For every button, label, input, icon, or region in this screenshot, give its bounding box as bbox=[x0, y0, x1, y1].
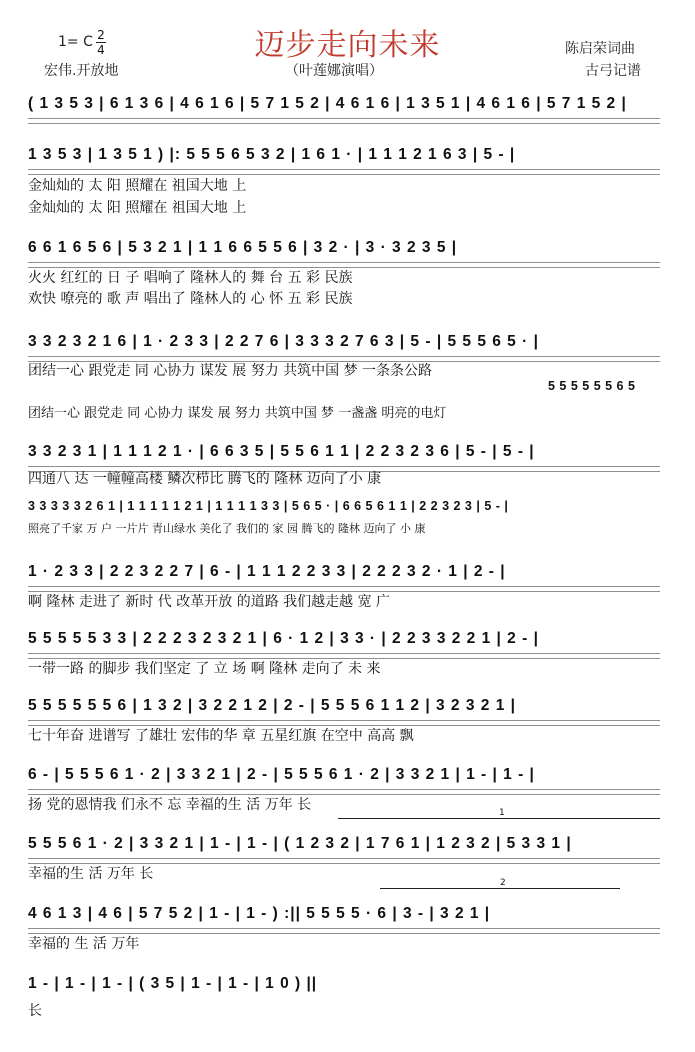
lyric-line: 七十年奋 进谱写 了雄壮 宏伟的华 章 五星红旗 在空中 高高 飘 bbox=[28, 728, 414, 744]
notation-line: 1 - | 1 - | 1 - | ( 3 5 | 1 - | 1 - | 1 0 ) || bbox=[28, 975, 318, 992]
lyric-line: 幸福的生 活 万年 长 bbox=[28, 866, 154, 882]
notation-line: 4 6 1 3 | 4 6 | 5 7 5 2 | 1 - | 1 - ) :|| 5 5 5 5 · 6 | 3 - | 3 2 1 | bbox=[28, 905, 491, 922]
lyric-line: 啊 隆林 走进了 新时 代 改革开放 的道路 我们越走越 宽 广 bbox=[28, 594, 391, 610]
song-title: 迈步走向未来 bbox=[254, 28, 441, 63]
key-signature: 1= C bbox=[58, 34, 93, 50]
lyric-line-verse-2: 照亮了千家 万 户 一片片 青山绿水 美化了 我们的 家 园 腾飞的 隆林 迈向了 小 康 bbox=[28, 522, 426, 535]
notation-line: ( 1 3 5 3 | 6 1 3 6 | 4 6 1 6 | 5 7 1 5 2 | 4 6 1 6 | 1 3 5 1 | 4 6 1 6 | 5 7 1 5 2 | bbox=[28, 95, 627, 112]
volta-bracket: 2 bbox=[380, 888, 620, 895]
lyric-line-verse-2: 金灿灿的 太 阳 照耀在 祖国大地 上 bbox=[28, 200, 247, 216]
lyric-line-verse-1: 金灿灿的 太 阳 照耀在 祖国大地 上 bbox=[28, 178, 247, 194]
lyric-line-verse-2: 欢快 嘹亮的 歌 声 唱出了 隆林人的 心 怀 五 彩 民族 bbox=[28, 291, 353, 307]
notation-line: 5 5 5 5 5 3 3 | 2 2 2 3 2 3 2 1 | 6 · 1 2 | 3 3 · | 2 2 3 3 2 2 1 | 2 - | bbox=[28, 630, 539, 647]
time-signature-numerator: 2 bbox=[97, 28, 105, 42]
transcriber-credit: 古弓记谱 bbox=[585, 63, 641, 79]
lyric-line: 一带一路 的脚步 我们坚定 了 立 场 啊 隆林 走向了 未 来 bbox=[28, 661, 381, 677]
notation-line: 3 3 2 3 1 | 1 1 1 2 1 · | 6 6 3 5 | 5 5 6 1 1 | 2 2 3 2 3 6 | 5 - | 5 - | bbox=[28, 443, 535, 460]
notation-line: 3 3 2 3 2 1 6 | 1 · 2 3 3 | 2 2 7 6 | 3 3 3 2 7 6 3 | 5 - | 5 5 5 6 5 · | bbox=[28, 333, 539, 350]
notation-line: 6 6 1 6 5 6 | 5 3 2 1 | 1 1 6 6 5 5 6 | 3 2 · | 3 · 3 2 3 5 | bbox=[28, 239, 458, 256]
time-signature-denominator: 4 bbox=[97, 43, 105, 57]
notation-line: 6 - | 5 5 5 6 1 · 2 | 3 3 2 1 | 2 - | 5 5 5 6 1 · 2 | 3 3 2 1 | 1 - | 1 - | bbox=[28, 766, 535, 783]
lyric-line-verse-1: 团结一心 跟党走 同 心协力 谋发 展 努力 共筑中国 梦 一条条公路 bbox=[28, 363, 433, 379]
beam-underline bbox=[28, 118, 660, 124]
notation-line: 5 5 5 6 1 · 2 | 3 3 2 1 | 1 - | 1 - | ( 1 2 3 2 | 1 7 6 1 | 1 2 3 2 | 5 3 3 1 | bbox=[28, 835, 572, 852]
alternate-notation: 5 5 5 5 5 5 6 5 bbox=[548, 379, 636, 393]
lyric-line-verse-1: 四通八 达 一幢幢高楼 鳞次栉比 腾飞的 隆林 迈向了小 康 bbox=[28, 471, 382, 487]
lyric-line: 幸福的 生 活 万年 bbox=[28, 936, 140, 952]
album-label: 宏伟.开放地 bbox=[44, 63, 119, 79]
notation-line: 5 5 5 5 5 5 6 | 1 3 2 | 3 2 2 1 2 | 2 - | 5 5 5 6 1 1 2 | 3 2 3 2 1 | bbox=[28, 697, 516, 714]
alternate-notation: 3 3 3 3 3 2 6 1 | 1 1 1 1 1 2 1 | 1 1 1 1 3 3 | 5 6 5 · | 6 6 5 6 1 1 | 2 2 3 2 3 | 5 - | bbox=[28, 499, 509, 513]
lyric-line: 长 bbox=[28, 1003, 42, 1019]
lyric-line-verse-2: 团结一心 跟党走 同 心协力 谋发 展 努力 共筑中国 梦 一盏盏 明亮的电灯 bbox=[28, 406, 447, 421]
lyric-line: 扬 党的恩情我 们永不 忘 幸福的生 活 万年 长 bbox=[28, 797, 312, 813]
lyric-line-verse-1: 火火 红红的 日 子 唱响了 隆林人的 舞 台 五 彩 民族 bbox=[28, 270, 353, 286]
volta-bracket: 1 bbox=[338, 818, 660, 825]
composer-credit: 陈启荣词曲 bbox=[565, 41, 635, 57]
singer-credit: （叶莲娜演唱） bbox=[285, 63, 383, 79]
notation-line: 1 3 5 3 | 1 3 5 1 ) |: 5 5 5 6 5 3 2 | 1 6 1 · | 1 1 1 2 1 6 3 | 5 - | bbox=[28, 146, 516, 163]
notation-line: 1 · 2 3 3 | 2 2 3 2 2 7 | 6 - | 1 1 1 2 2 3 3 | 2 2 2 3 2 · 1 | 2 - | bbox=[28, 563, 506, 580]
